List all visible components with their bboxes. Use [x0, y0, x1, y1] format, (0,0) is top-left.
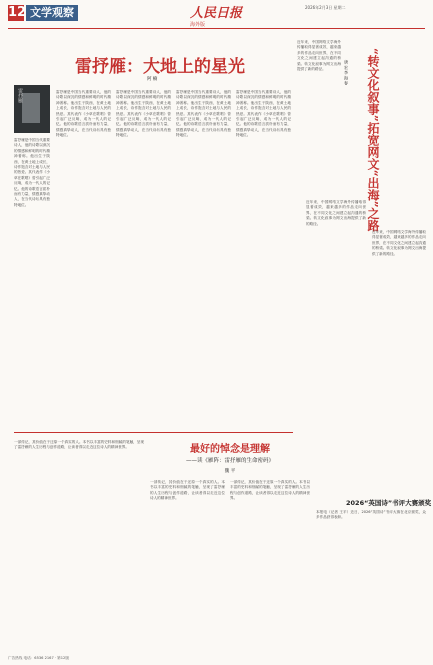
feature-byline: 魏 平 — [224, 469, 236, 474]
masthead-sub: 海外版 — [190, 22, 206, 28]
photo-label: 雷抒雁 — [17, 88, 23, 103]
bottom-right-title: 2026“英国诗”书评大赛颁奖 — [346, 499, 432, 507]
feature-title: 最好的悼念是理解 — [190, 444, 270, 455]
main-article-body-col1: 雷抒雁是中国当代重要诗人，他的诗歌以深沉的情感和鲜明的时代精神著称。他出生于陕西，在黄土地上成长，诗作饱含对土地与人民的热爱。其代表作《小草在歌唱》曾引起广泛反响，成为一代人的记忆。他的诗歌语言质朴而有力量，情感真挚动人，在当代诗坛具有独特地位。 — [14, 138, 50, 207]
footer: 广告热线 电话：6536 2167 · 第12版 — [8, 656, 69, 660]
page-number: 12 — [8, 5, 27, 20]
header-rule — [8, 28, 425, 29]
date-line: 2026年2月3日 星期二 — [305, 5, 346, 10]
side-article-body-2: 近年来，中国网络文学海外传播取得显著成效，越来越多的作品走向世界，在不同文化之间建立起沟通的桥梁。转文化叙事为网文出海提供了新的路径。 — [306, 200, 366, 226]
main-article-body-col4: 雷抒雁是中国当代重要诗人，他的诗歌以深沉的情感和鲜明的时代精神著称。他出生于陕西，在黄土地上成长，诗作饱含对土地与人民的热爱。其代表作《小草在歌唱》曾引起广泛反响，成为一代人的记忆。他的诗歌语言质朴而有力量，情感真挚动人，在当代诗坛具有独特地位。 — [176, 90, 231, 138]
feature-body-1: 一部传记，其价值在于还原一个真实的人。本书以丰富的史料和细腻的笔触，呈现了雷抒雁的人生历程与创作道路，让读者得以走近这位诗人的精神世界。 — [14, 440, 144, 450]
section-title: 文学观察 — [26, 5, 78, 21]
main-article-body-col3: 雷抒雁是中国当代重要诗人，他的诗歌以深沉的情感和鲜明的时代精神著称。他出生于陕西，在黄土地上成长，诗作饱含对土地与人民的热爱。其代表作《小草在歌唱》曾引起广泛反响，成为一代人的记忆。他的诗歌语言质朴而有力量，情感真挚动人，在当代诗坛具有独特地位。 — [116, 90, 171, 138]
masthead — [190, 2, 242, 28]
author-photo — [14, 85, 50, 133]
bottom-right-body: 本报电（记者 王平）近日，2026“英国诗”书评大赛在北京颁奖，众多作品获得表彰。 — [316, 510, 426, 520]
section-rule — [14, 432, 293, 433]
main-article-body-col5: 雷抒雁是中国当代重要诗人，他的诗歌以深沉的情感和鲜明的时代精神著称。他出生于陕西，在黄土地上成长，诗作饱含对土地与人民的热爱。其代表作《小草在歌唱》曾引起广泛反响，成为一代人的记忆。他的诗歌语言质朴而有力量，情感真挚动人，在当代诗坛具有独特地位。 — [236, 90, 291, 138]
masthead-title: 人民日报 — [190, 6, 243, 21]
feature-body-2: 一部传记，其价值在于还原一个真实的人。本书以丰富的史料和细腻的笔触，呈现了雷抒雁的人生历程与创作道路，让读者得以走近这位诗人的精神世界。 — [150, 480, 225, 501]
page-header — [0, 0, 433, 30]
side-article-body-1: 近年来，中国网络文学海外传播取得显著成效，越来越多的作品走向世界，在不同文化之间建立起沟通的桥梁。转文化叙事为网文出海提供了新的路径。 — [297, 40, 341, 72]
feature-body-3: 一部传记，其价值在于还原一个真实的人。本书以丰富的史料和细腻的笔触，呈现了雷抒雁的人生历程与创作道路，让读者得以走近这位诗人的精神世界。 — [230, 480, 310, 501]
main-article-byline: 阿 楠 — [147, 77, 158, 82]
main-article-title: 雷抒雁：大地上的星光 — [75, 57, 245, 77]
side-article-title: “转文化叙事”拓宽网文“出海”之路 — [366, 48, 380, 232]
main-article-body-col2: 雷抒雁是中国当代重要诗人，他的诗歌以深沉的情感和鲜明的时代精神著称。他出生于陕西，在黄土地上成长，诗作饱含对土地与人民的热爱。其代表作《小草在歌唱》曾引起广泛反响，成为一代人的记忆。他的诗歌语言质朴而有力量，情感真挚动人，在当代诗坛具有独特地位。 — [56, 90, 111, 138]
side-article-byline: 唐 宏 李 海 春 — [344, 60, 349, 86]
feature-subtitle: ——读《雁阵：雷抒雁的生命密码》 — [185, 458, 274, 464]
side-article-body-3: 近年来，中国网络文学海外传播取得显著成效，越来越多的作品走向世界，在不同文化之间建立起沟通的桥梁。转文化叙事为网文出海提供了新的路径。 — [372, 230, 426, 256]
